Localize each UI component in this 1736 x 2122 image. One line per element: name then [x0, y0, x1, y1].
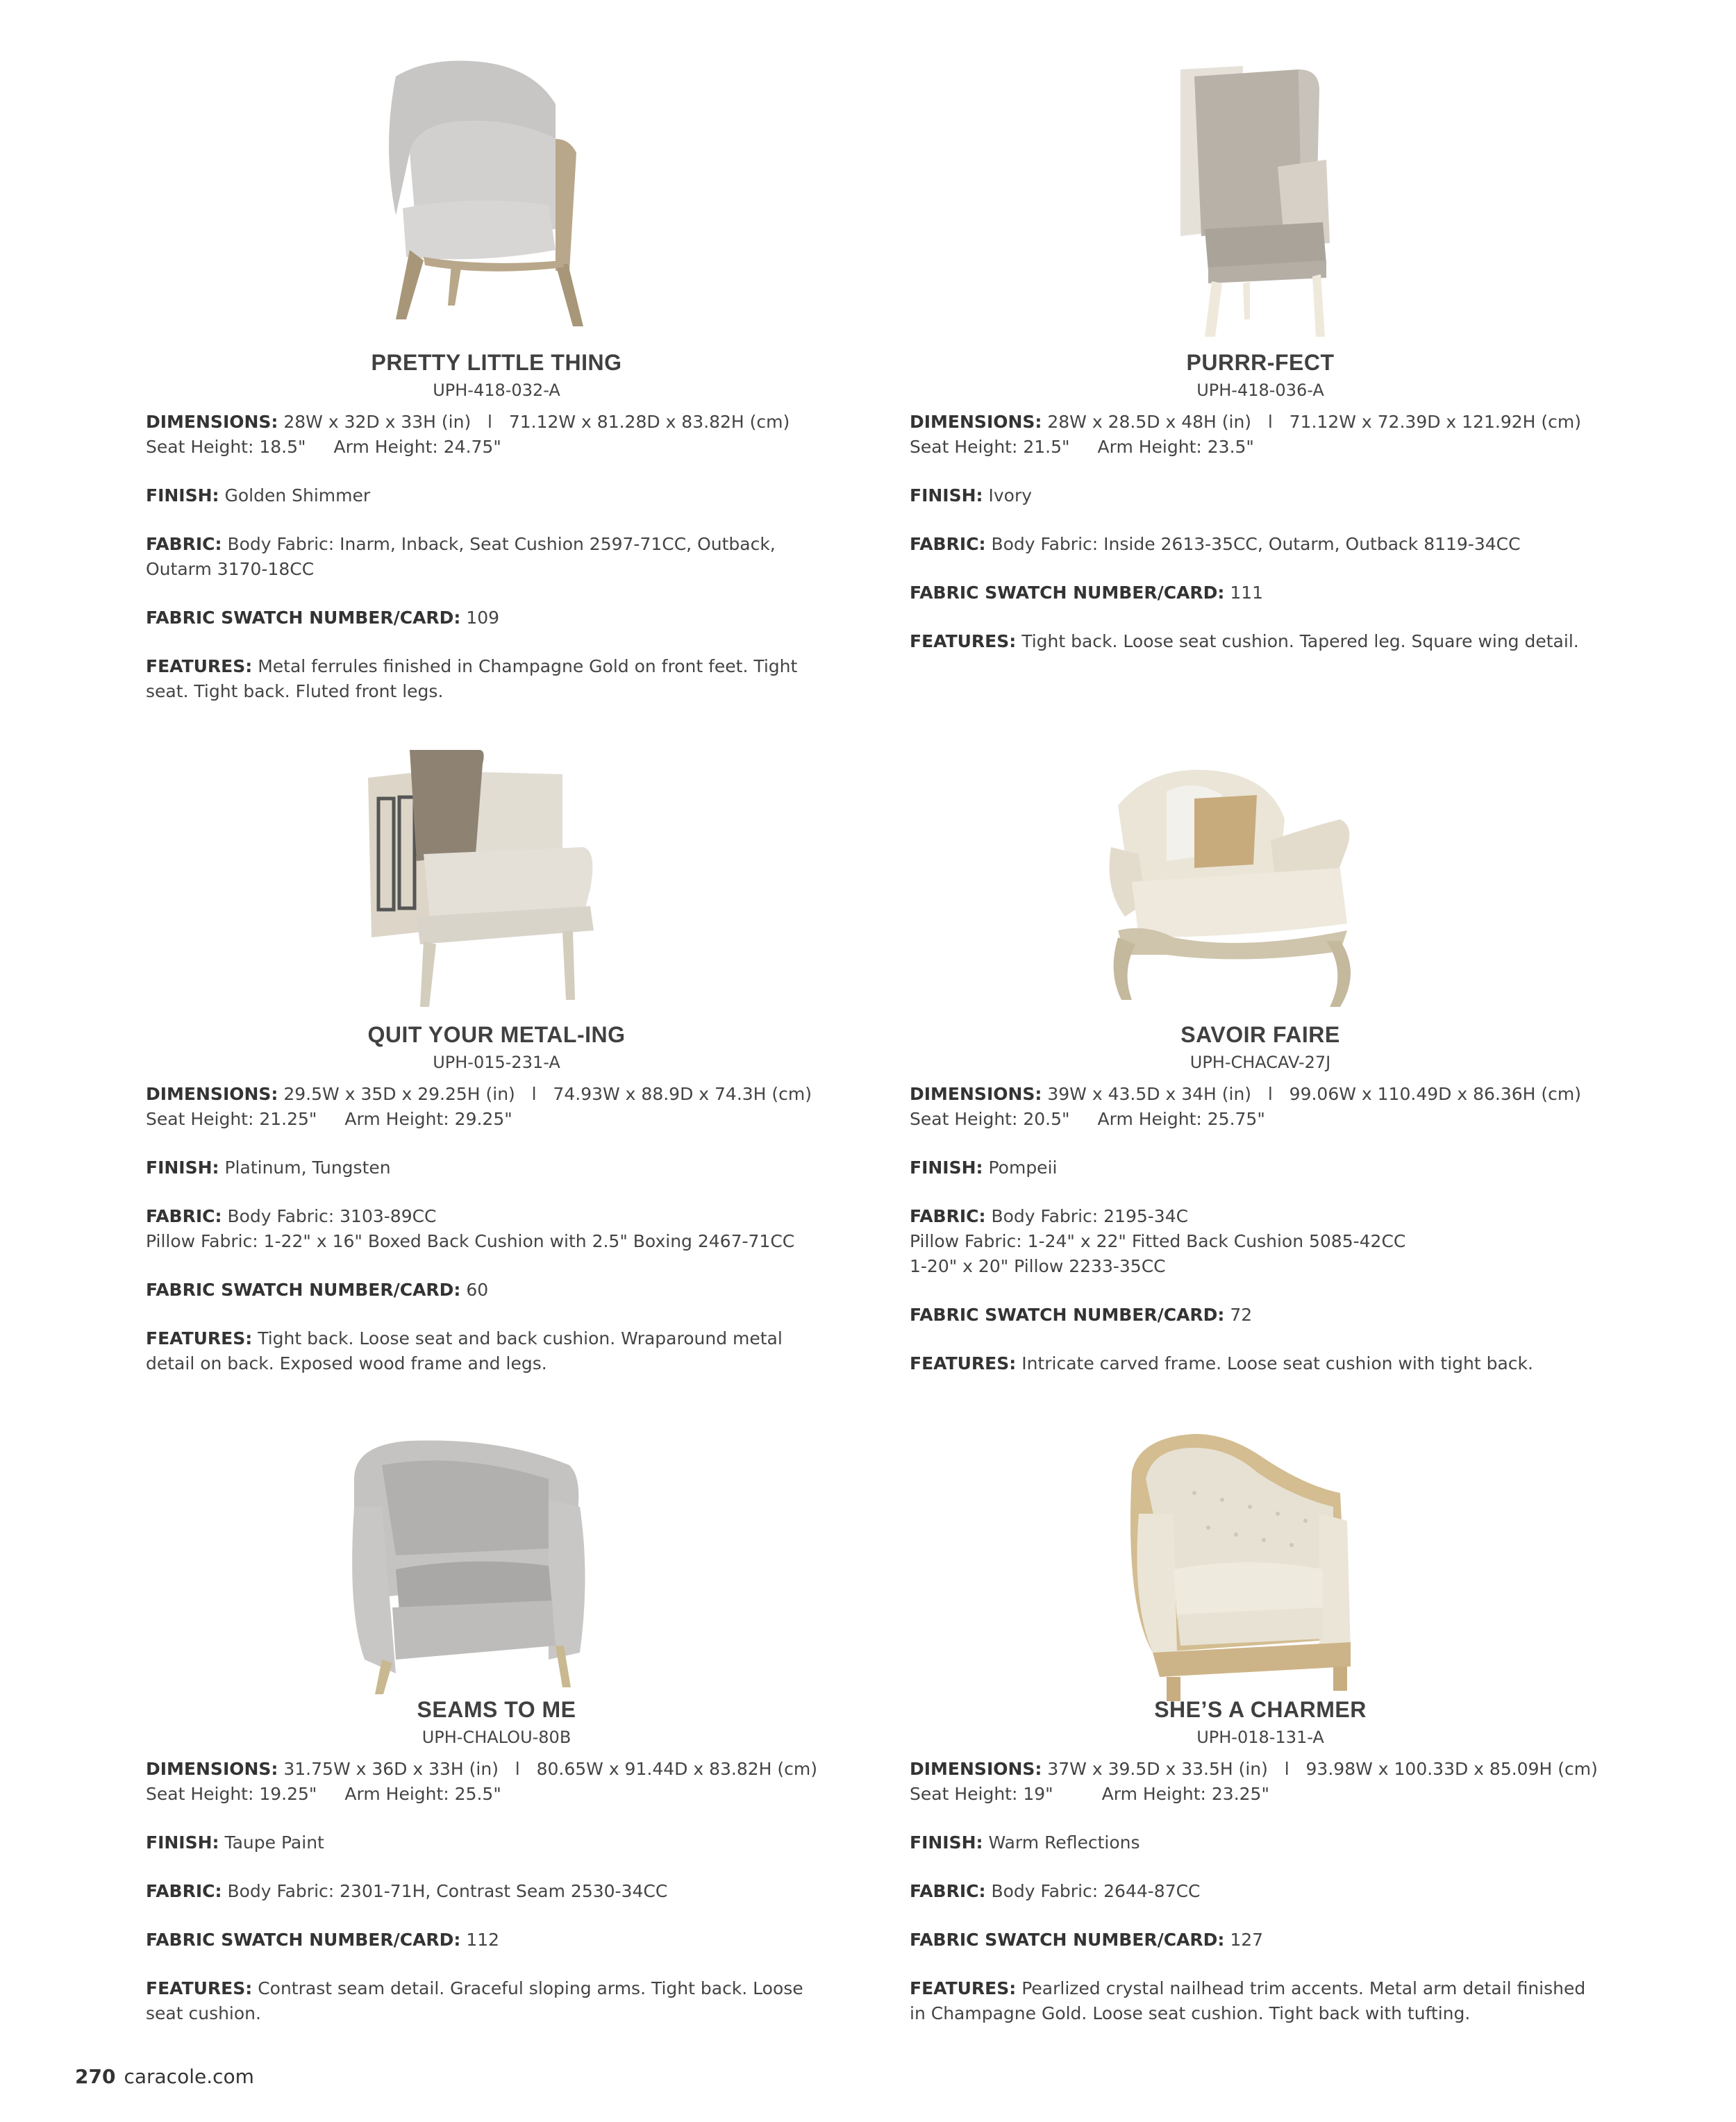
features-value: Metal ferrules finished in Champagne Gold on front feet. Tight seat. Tight back. Fluted front legs. — [146, 656, 798, 701]
pillow-fabric: Pillow Fabric: 1-22" x 16" Boxed Back Cushion with 2.5" Boxing 2467-71CC — [146, 1231, 795, 1251]
arm-height: Arm Height: 25.5" — [344, 1784, 501, 1804]
product-specs — [910, 410, 1611, 678]
fabric-label: FABRIC: — [146, 1881, 222, 1901]
features-block — [146, 1326, 812, 1376]
swatch-value: 112 — [466, 1930, 500, 1950]
swatch-value: 60 — [466, 1280, 489, 1300]
features-value: Pearlized crystal nailhead trim accents. Metal arm detail finished in Champagne Gold. Loose seat cushion. Tight back with tufting. — [910, 1978, 1586, 2023]
dimensions-value: 29.5W x 35D x 29.25H (in) l 74.93W x 88.9D x 74.3H (cm) — [283, 1084, 812, 1104]
dimensions-label: DIMENSIONS: — [910, 1759, 1042, 1779]
dimensions-block — [146, 410, 847, 460]
swatch-value: 127 — [1230, 1930, 1264, 1950]
swatch-block — [146, 1278, 847, 1303]
finish-label: FINISH: — [146, 485, 219, 506]
finish-label: FINISH: — [910, 1158, 983, 1178]
dimensions-value: 37W x 39.5D x 33.5H (in) l 93.98W x 100.33D x 85.09H (cm) — [1047, 1759, 1598, 1779]
features-value: Tight back. Loose seat cushion. Tapered leg. Square wing detail. — [1021, 631, 1579, 651]
product-specs — [146, 1082, 847, 1400]
finish-label: FINISH: — [910, 485, 983, 506]
fabric-value: Body Fabric: Inarm, Inback, Seat Cushion 2597-71CC, Outback, Outarm 3170-18CC — [146, 534, 776, 579]
fabric-label: FABRIC: — [910, 1881, 986, 1901]
features-value: Intricate carved frame. Loose seat cushion with tight back. — [1021, 1353, 1533, 1373]
swatch-block — [910, 1303, 1611, 1328]
product-image-chair — [1139, 62, 1347, 340]
features-label: FEATURES: — [910, 1353, 1017, 1373]
features-value: Tight back. Loose seat and back cushion. Wraparound metal detail on back. Exposed wood frame and legs. — [146, 1328, 783, 1373]
features-label: FEATURES: — [146, 1978, 253, 1998]
features-label: FEATURES: — [146, 656, 253, 676]
features-label: FEATURES: — [910, 631, 1017, 651]
product-sku: UPH-418-032-A — [433, 381, 560, 400]
fabric-label: FABRIC: — [146, 534, 222, 554]
finish-value: Taupe Paint — [224, 1832, 324, 1853]
features-block — [910, 629, 1611, 654]
finish-value: Platinum, Tungsten — [224, 1158, 391, 1178]
fabric-block — [910, 532, 1611, 557]
swatch-value: 109 — [466, 608, 500, 628]
fabric-block — [146, 1204, 847, 1254]
swatch-label: FABRIC SWATCH NUMBER/CARD: — [146, 1280, 461, 1300]
swatch-label: FABRIC SWATCH NUMBER/CARD: — [146, 1930, 461, 1950]
features-block — [910, 1351, 1611, 1376]
swatch-block — [146, 1928, 847, 1953]
finish-value: Golden Shimmer — [224, 485, 371, 506]
product-specs — [910, 1082, 1611, 1400]
features-value: Contrast seam detail. Graceful sloping arms. Tight back. Loose seat cushion. — [146, 1978, 803, 2023]
product-sku: UPH-418-036-A — [1196, 381, 1324, 400]
swatch-label: FABRIC SWATCH NUMBER/CARD: — [910, 583, 1225, 603]
product-image-chair — [347, 56, 597, 333]
features-block — [146, 654, 812, 704]
product-specs — [910, 1757, 1611, 2050]
dimensions-label: DIMENSIONS: — [146, 1084, 278, 1104]
product-image-chair — [1090, 764, 1382, 1014]
arm-height: Arm Height: 23.25" — [1101, 1784, 1269, 1804]
seat-height: Seat Height: 19.25" — [146, 1784, 317, 1804]
features-block — [910, 1976, 1604, 2026]
dimensions-block — [910, 410, 1611, 460]
seat-height: Seat Height: 20.5" — [910, 1109, 1070, 1129]
features-label: FEATURES: — [146, 1328, 253, 1348]
product-sku: UPH-018-131-A — [1196, 1728, 1324, 1747]
finish-label: FINISH: — [146, 1832, 219, 1853]
seat-height: Seat Height: 19" — [910, 1784, 1053, 1804]
dimensions-label: DIMENSIONS: — [146, 1759, 278, 1779]
page-number: 270 — [75, 2065, 116, 2088]
finish-block — [146, 1155, 847, 1180]
fabric-block — [146, 1879, 847, 1904]
product-sku: UPH-015-231-A — [433, 1053, 560, 1072]
dimensions-block — [146, 1757, 847, 1807]
swatch-value: 72 — [1230, 1305, 1253, 1325]
dimensions-block — [910, 1757, 1611, 1807]
dimensions-value: 28W x 32D x 33H (in) l 71.12W x 81.28D x 83.82H (cm) — [283, 412, 790, 432]
product-name: QUIT YOUR METAL-ING — [367, 1022, 626, 1047]
dimensions-label: DIMENSIONS: — [910, 412, 1042, 432]
fabric-block — [910, 1879, 1611, 1904]
dimensions-block — [146, 1082, 847, 1132]
product-image-chair — [354, 750, 604, 1021]
finish-label: FINISH: — [146, 1158, 219, 1178]
fabric-label: FABRIC: — [910, 1206, 986, 1226]
finish-value: Ivory — [988, 485, 1033, 506]
pillow-fabric: Pillow Fabric: 1-24" x 22" Fitted Back Cushion 5085-42CC — [910, 1231, 1406, 1251]
swatch-label: FABRIC SWATCH NUMBER/CARD: — [910, 1305, 1225, 1325]
features-block — [146, 1976, 812, 2026]
seat-height: Seat Height: 21.5" — [910, 437, 1070, 457]
fabric-label: FABRIC: — [910, 534, 986, 554]
pillow-fabric: 1-20" x 20" Pillow 2233-35CC — [910, 1256, 1166, 1276]
fabric-value: Body Fabric: 2644-87CC — [991, 1881, 1201, 1901]
product-image-chair — [340, 1437, 604, 1701]
dimensions-value: 39W x 43.5D x 34H (in) l 99.06W x 110.49D x 86.36H (cm) — [1047, 1084, 1581, 1104]
swatch-label: FABRIC SWATCH NUMBER/CARD: — [146, 608, 461, 628]
arm-height: Arm Height: 25.75" — [1097, 1109, 1265, 1129]
arm-height: Arm Height: 23.5" — [1097, 437, 1254, 457]
product-name: SEAMS TO ME — [417, 1697, 576, 1722]
product-image-chair — [1111, 1430, 1375, 1708]
dimensions-block — [910, 1082, 1611, 1132]
product-specs — [146, 1757, 847, 2050]
arm-height: Arm Height: 29.25" — [344, 1109, 512, 1129]
dimensions-label: DIMENSIONS: — [146, 412, 278, 432]
finish-block — [910, 1155, 1611, 1180]
dimensions-label: DIMENSIONS: — [910, 1084, 1042, 1104]
arm-height: Arm Height: 24.75" — [333, 437, 501, 457]
fabric-value: Body Fabric: 3103-89CC — [227, 1206, 437, 1226]
product-sku: UPH-CHALOU-80B — [422, 1728, 571, 1747]
fabric-value: Body Fabric: 2195-34C — [991, 1206, 1189, 1226]
finish-block — [910, 1830, 1611, 1855]
product-name: PURRR-FECT — [1186, 350, 1335, 375]
finish-block — [910, 483, 1611, 508]
dimensions-value: 28W x 28.5D x 48H (in) l 71.12W x 72.39D x 121.92H (cm) — [1047, 412, 1581, 432]
swatch-value: 111 — [1230, 583, 1264, 603]
seat-height: Seat Height: 21.25" — [146, 1109, 317, 1129]
fabric-value: Body Fabric: 2301-71H, Contrast Seam 2530-34CC — [227, 1881, 668, 1901]
product-sku: UPH-CHACAV-27J — [1190, 1053, 1331, 1072]
fabric-block — [146, 532, 812, 582]
swatch-block — [146, 605, 847, 630]
swatch-label: FABRIC SWATCH NUMBER/CARD: — [910, 1930, 1225, 1950]
product-name: PRETTY LITTLE THING — [371, 350, 622, 375]
finish-label: FINISH: — [910, 1832, 983, 1853]
product-name: SHE’S A CHARMER — [1154, 1697, 1367, 1722]
dimensions-value: 31.75W x 36D x 33H (in) l 80.65W x 91.44D x 83.82H (cm) — [283, 1759, 817, 1779]
seat-height: Seat Height: 18.5" — [146, 437, 306, 457]
product-name: SAVOIR FAIRE — [1180, 1022, 1340, 1047]
finish-value: Warm Reflections — [988, 1832, 1140, 1853]
swatch-block — [910, 580, 1611, 605]
finish-block — [146, 1830, 847, 1855]
features-label: FEATURES: — [910, 1978, 1017, 1998]
page-footer — [75, 2065, 254, 2088]
product-specs — [146, 410, 847, 728]
fabric-block — [910, 1204, 1611, 1279]
finish-block — [146, 483, 847, 508]
finish-value: Pompeii — [988, 1158, 1058, 1178]
fabric-label: FABRIC: — [146, 1206, 222, 1226]
footer-site-link[interactable]: caracole.com — [124, 2065, 254, 2088]
fabric-value: Body Fabric: Inside 2613-35CC, Outarm, Outback 8119-34CC — [991, 534, 1521, 554]
swatch-block — [910, 1928, 1611, 1953]
